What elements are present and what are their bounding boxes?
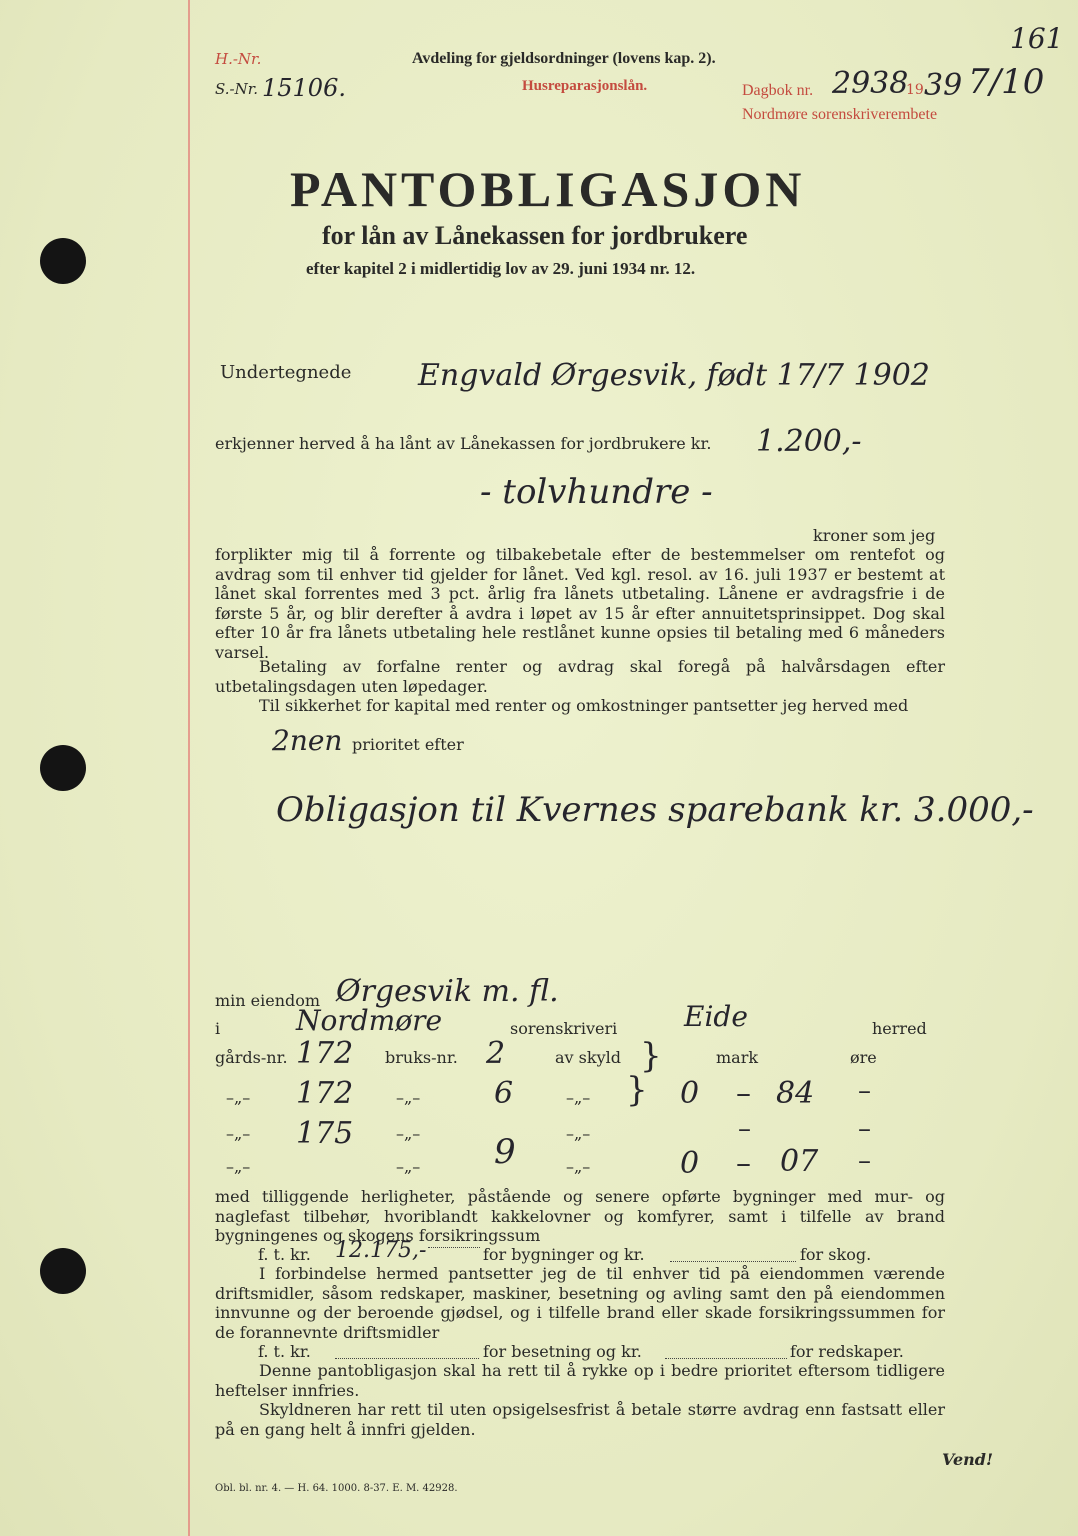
- herred-value: Eide: [684, 1000, 748, 1033]
- ore-cell: 84: [776, 1076, 815, 1111]
- dagbok-number: 2938: [832, 66, 909, 101]
- loan-amount-words: - tolvhundre -: [480, 472, 713, 512]
- gards-header: gårds-nr.: [215, 1048, 288, 1067]
- law-reference: efter kapitel 2 i midlertidig lov av 29. juni 1934 nr. 12.: [306, 259, 696, 278]
- ditto-mark: –„–: [566, 1088, 591, 1107]
- herred-label: herred: [872, 1019, 927, 1038]
- punch-hole: [40, 1248, 86, 1294]
- dash-mark: –: [858, 1146, 871, 1176]
- ditto-mark: –„–: [396, 1124, 421, 1143]
- dash-mark: –: [858, 1076, 871, 1106]
- bruks-header: bruks-nr.: [385, 1048, 458, 1067]
- dagbok-date: 7/10: [968, 62, 1045, 102]
- mark-cell: 0: [680, 1146, 700, 1181]
- bruks-nr-cell: 9: [494, 1132, 516, 1172]
- dash-mark: –: [736, 1076, 751, 1111]
- dagbok-label: Dagbok nr.: [742, 82, 814, 99]
- eiendom-label: min eiendom: [215, 991, 321, 1010]
- gards-nr-cell: 172: [296, 1036, 354, 1071]
- skyld-header: av skyld: [555, 1048, 621, 1067]
- s-nr-label: S.-Nr.: [215, 80, 258, 98]
- dagbok-year: 39: [924, 68, 963, 103]
- insurance-paragraph: med tilliggende herligheter, påstående og senere opførte bygninger med mur- og naglefast tilbehør, hvoriblandt kakkelovner og komfyrer, samt i tilfelle av brand bygningenes og skogens forsikringssum: [215, 1187, 945, 1245]
- security-paragraph: Til sikkerhet for kapital med renter og omkostninger pantsetter jeg herved med: [259, 696, 909, 715]
- dotted-leader: [670, 1247, 796, 1262]
- payment-paragraph: Betaling av forfalne renter og avdrag skal foregå på halvårsdagen efter utbetalingsdagen uten løpedager.: [215, 657, 945, 696]
- ft-kr-label: f. t. kr.: [258, 1245, 311, 1264]
- h-nr-label: H.-Nr.: [215, 50, 262, 68]
- ditto-mark: –„–: [396, 1157, 421, 1176]
- sorenskriveri-label: sorenskriveri: [510, 1019, 618, 1038]
- dotted-leader: [335, 1344, 479, 1359]
- priority-value: 2nen: [272, 724, 343, 757]
- signatory-label: Undertegnede: [220, 362, 352, 383]
- i-label: i: [215, 1019, 221, 1038]
- ft-kr-label: f. t. kr.: [258, 1342, 311, 1361]
- form-reference: Obl. bl. nr. 4. — H. 64. 1000. 8-37. E. M. 42928.: [215, 1483, 458, 1494]
- page-number: 161: [1010, 22, 1064, 55]
- dotted-leader: [665, 1344, 787, 1359]
- ditto-mark: –„–: [226, 1124, 251, 1143]
- priority-paragraph: Denne pantobligasjon skal ha rett til å rykke op i bedre prioritet eftersom tidligere heftelser innfries.: [215, 1361, 945, 1400]
- ditto-mark: –„–: [226, 1157, 251, 1176]
- prior-obligation: Obligasjon til Kvernes sparebank kr. 3.000,-: [276, 790, 1034, 830]
- loan-type: Husreparasjonslån.: [522, 78, 648, 94]
- ditto-mark: –„–: [396, 1088, 421, 1107]
- punch-hole: [40, 745, 86, 791]
- dash-mark: –: [738, 1114, 751, 1144]
- office-stamp: Nordmøre sorenskriverembete: [742, 106, 938, 123]
- priority-label: prioritet efter: [352, 735, 464, 754]
- buildings-amount: 12.175,-: [335, 1238, 427, 1263]
- vend-note: Vend!: [942, 1450, 993, 1469]
- brace-mark: }: [626, 1070, 648, 1110]
- loan-amount: 1.200,-: [756, 424, 862, 459]
- bruks-nr-cell: 2: [486, 1036, 506, 1071]
- for-redskaper-label: for redskaper.: [790, 1342, 904, 1361]
- ditto-mark: –„–: [566, 1124, 591, 1143]
- dash-mark: –: [858, 1114, 871, 1144]
- ditto-mark: –„–: [566, 1157, 591, 1176]
- signatory-name: Engvald Ørgesvik, født 17/7 1902: [418, 358, 930, 393]
- gards-nr-cell: 172: [296, 1076, 354, 1111]
- department-line: Avdeling for gjeldsordninger (lovens kap. 2).: [412, 50, 716, 67]
- for-skog-label: for skog.: [800, 1245, 872, 1264]
- ore-header: øre: [850, 1048, 877, 1067]
- mark-cell: 0: [680, 1076, 700, 1111]
- mark-header: mark: [716, 1048, 759, 1067]
- bruks-nr-cell: 6: [494, 1076, 514, 1111]
- document-subtitle: for lån av Lånekassen for jordbrukere: [322, 221, 748, 250]
- driftsmidler-paragraph: I forbindelse hermed pantsetter jeg de til enhver tid på eiendommen værende driftsmidler, såsom redskaper, maskiner, besetning og avling samt den på eiendommen innvunne og der beroende gjødsel, og i tilfelle brand eller skade forsikringssummen for de forannevnte driftsmidler: [215, 1264, 945, 1342]
- dagbok-year-label: 19: [906, 82, 924, 98]
- gards-nr-cell: 175: [296, 1116, 354, 1151]
- for-bygninger-label: for bygninger og kr.: [483, 1245, 645, 1264]
- brace-mark: }: [640, 1036, 662, 1076]
- for-besetning-label: for besetning og kr.: [483, 1342, 642, 1361]
- ditto-mark: –„–: [226, 1088, 251, 1107]
- district-value: Nordmøre: [296, 1004, 443, 1037]
- ore-cell: 07: [780, 1144, 819, 1179]
- acknowledge-text: erkjenner herved å ha lånt av Lånekassen for jordbrukere kr.: [215, 434, 712, 453]
- dash-mark: –: [736, 1146, 751, 1181]
- document-title: PANTOBLIGASJON: [290, 161, 806, 217]
- eiendom-value: Ørgesvik m. fl.: [336, 974, 559, 1009]
- margin-rule: [188, 0, 190, 1536]
- prepayment-paragraph: Skyldneren har rett til uten opsigelsesfrist å betale større avdrag enn fastsatt eller på en gang helt å innfri gjelden.: [215, 1400, 945, 1439]
- dotted-leader: [428, 1247, 480, 1248]
- kroner-tail: kroner som jeg: [813, 526, 936, 545]
- terms-paragraph: forplikter mig til å forrente og tilbakebetale efter de bestemmelser om rentefot og avdrag som til enhver tid gjelder for lånet. Ved kgl. resol. av 16. juli 1937 er bestemt at lånet skal forrentes med 3 pct. årlig fra lånets utbetaling. Lånene er avdragsfrie i de første 5 år, og blir derefter å avdra i løpet av 15 år efter annuitetsprinsippet. Dog skal efter 10 år fra lånets utbetaling hele restlånet kunne opsies til betaling med 6 måneders varsel.: [215, 545, 945, 662]
- s-nr-value: 15106.: [262, 74, 346, 102]
- punch-hole: [40, 238, 86, 284]
